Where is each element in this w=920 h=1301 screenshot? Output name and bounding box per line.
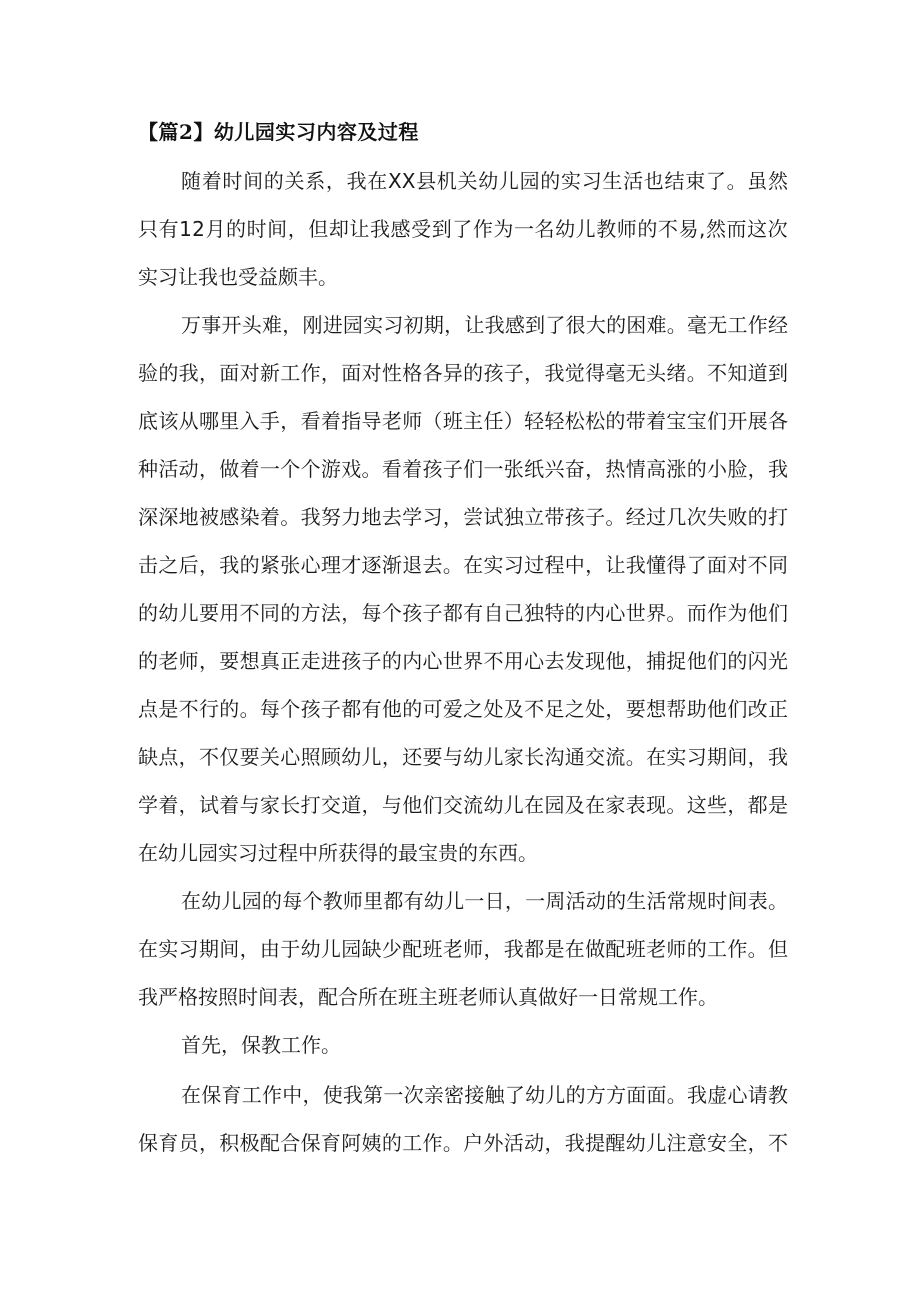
paragraph-line: 点是不行的。每个孩子都有他的可爱之处及不足之处，要想帮助他们改正	[138, 697, 788, 721]
paragraph-line: 随着时间的关系，我在XX县机关幼儿园的实习生活也结束了。虽然	[181, 169, 788, 193]
paragraph-line: 种活动，做着一个个游戏。看着孩子们一张纸兴奋，热情高涨的小脸，我	[138, 457, 788, 481]
paragraph-line: 我严格按照时间表，配合所在班主班老师认真做好一日常规工作。	[138, 985, 718, 1009]
paragraph-line: 缺点，不仅要关心照顾幼儿，还要与幼儿家长沟通交流。在实习期间，我	[138, 745, 788, 769]
paragraph-line: 万事开头难，刚进园实习初期，让我感到了很大的困难。毫无工作经	[181, 313, 788, 337]
paragraph-line: 在幼儿园实习过程中所获得的最宝贵的东西。	[138, 841, 538, 865]
paragraph-line: 的幼儿要用不同的方法，每个孩子都有自己独特的内心世界。而作为他们	[138, 601, 788, 625]
paragraph-line: 实习让我也受益颇丰。	[138, 265, 338, 289]
paragraph-line: 深深地被感染着。我努力地去学习，尝试独立带孩子。经过几次失败的打	[138, 505, 788, 529]
paragraph-line: 在实习期间，由于幼儿园缺少配班老师，我都是在做配班老师的工作。但	[138, 937, 788, 961]
paragraph-line: 学着，试着与家长打交道，与他们交流幼儿在园及在家表现。这些，都是	[138, 793, 788, 817]
paragraph-line: 在幼儿园的每个教师里都有幼儿一日，一周活动的生活常规时间表。	[181, 889, 788, 913]
paragraph-line: 的老师，要想真正走进孩子的内心世界不用心去发现他，捕捉他们的闪光	[138, 649, 788, 673]
section-heading: 【篇2】幼儿园实习内容及过程	[138, 120, 419, 144]
paragraph-line: 只有12月的时间，但却让我感受到了作为一名幼儿教师的不易,然而这次	[138, 217, 788, 241]
paragraph-line: 底该从哪里入手，看着指导老师（班主任）轻轻松松的带着宝宝们开展各	[138, 409, 788, 433]
paragraph-line: 击之后，我的紧张心理才逐渐退去。在实习过程中，让我懂得了面对不同	[138, 553, 788, 577]
paragraph-line: 首先，保教工作。	[181, 1033, 341, 1057]
paragraph-line: 在保育工作中，使我第一次亲密接触了幼儿的方方面面。我虚心请教	[181, 1083, 788, 1107]
paragraph-line: 验的我，面对新工作，面对性格各异的孩子，我觉得毫无头绪。不知道到	[138, 361, 788, 385]
paragraph-line: 保育员，积极配合保育阿姨的工作。户外活动，我提醒幼儿注意安全，不	[138, 1131, 788, 1155]
